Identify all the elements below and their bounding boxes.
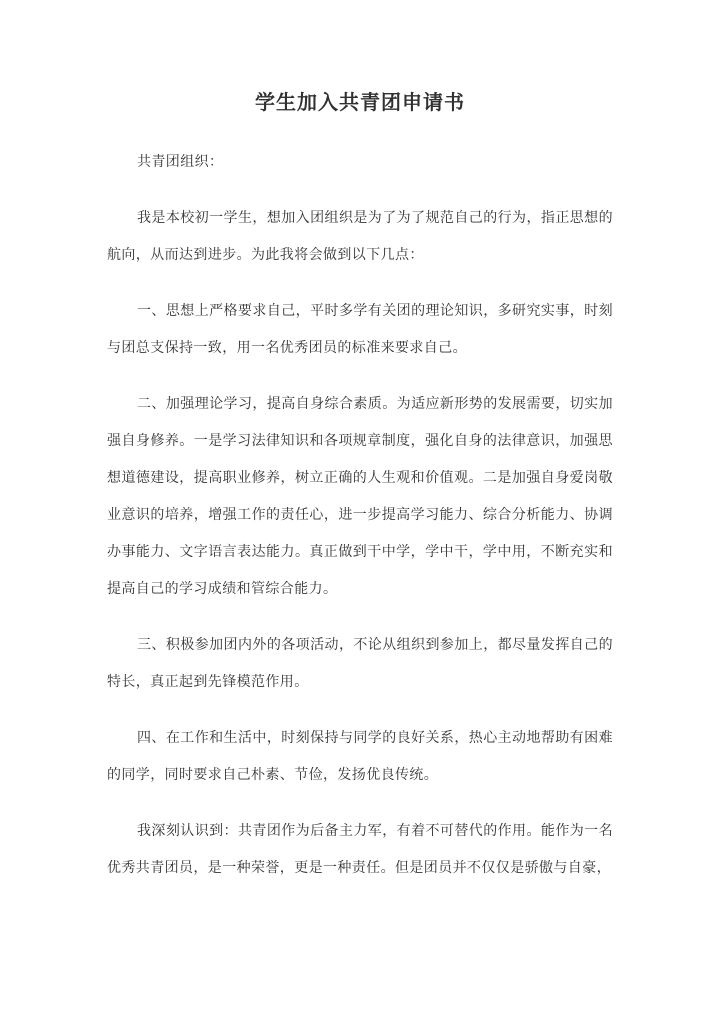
list-item-3: 三、积极参加团内外的各项活动，不论从组织到参加上，都尽量发挥自己的特长，真正起到先锋模范作用。 (107, 636, 613, 689)
closing-paragraph: 我深刻认识到：共青团作为后备主力军，有着不可替代的作用。能作为一名优秀共青团员，是一种荣誉，更是一种责任。但是团员并不仅仅是骄傲与自豪， (107, 822, 613, 875)
salutation: 共青团组织： (137, 153, 224, 169)
list-item-2: 二、加强理论学习，提高自身综合素质。为适应新形势的发展需要，切实加强自身修养。一是学习法律知识和各项规章制度，强化自身的法律意识，加强思想道德建设，提高职业修养，树立正确的人生观和价值观。二是加强自身爱岗敬业意识的培养，增强工作的责任心，进一步提高学习能力、综合分析能力、协调办事能力、文字语言表达能力。真正做到干中学，学中干，学中用，不断充实和提高自己的学习成绩和管综合能力。 (107, 395, 613, 596)
document-title: 学生加入共青团申请书 (255, 92, 465, 114)
intro-paragraph: 我是本校初一学生，想加入团组织是为了为了规范自己的行为，指正思想的航向，从而达到进步。为此我将会做到以下几点： (107, 209, 613, 262)
list-item-4: 四、在工作和生活中，时刻保持与同学的良好关系，热心主动地帮助有困难的同学，同时要求自己朴素、节俭，发扬优良传统。 (107, 729, 613, 782)
list-item-1: 一、思想上严格要求自己，平时多学有关团的理论知识，多研究实事，时刻与团总支保持一致，用一名优秀团员的标准来要求自己。 (107, 302, 613, 355)
